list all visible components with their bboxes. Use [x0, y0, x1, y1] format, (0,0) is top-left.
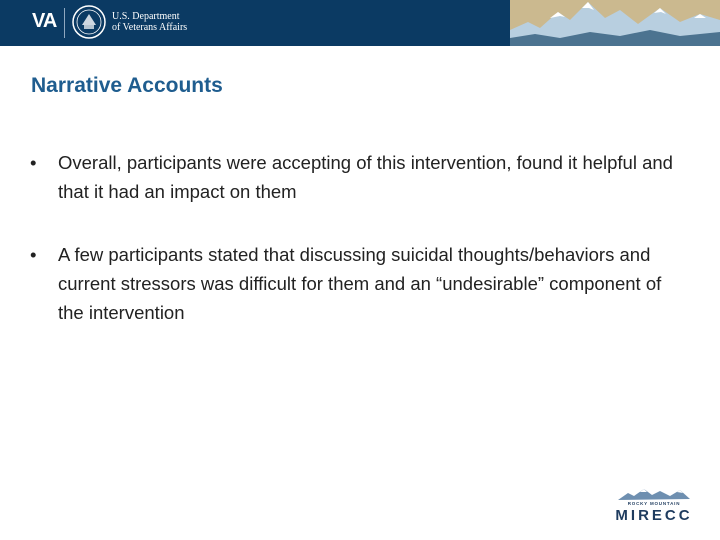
- bullet-item: [30, 148, 690, 206]
- mirecc-wordmark: MIRECC: [615, 507, 693, 524]
- header-divider: [64, 8, 65, 38]
- bullet-text: A few participants stated that discussing suicidal thoughts/behaviors and current stressors was difficult for them and an “undesirable” component of the intervention: [58, 244, 662, 323]
- slide-title: Narrative Accounts: [31, 74, 223, 97]
- mountain-banner-image: [510, 0, 720, 46]
- bullet-marker: •: [30, 244, 37, 265]
- bullet-item: [30, 240, 690, 327]
- bullet-list: [30, 148, 690, 361]
- header-banner: [0, 0, 720, 46]
- mirecc-subtitle: ROCKY MOUNTAIN: [627, 501, 681, 506]
- mirecc-logo: [614, 487, 694, 525]
- bullet-marker: •: [30, 152, 37, 173]
- department-name: [112, 11, 187, 33]
- department-line-2: of Veterans Affairs: [112, 22, 188, 33]
- va-logo: VA: [32, 10, 57, 32]
- mountain-logo-icon: [614, 487, 694, 501]
- bullet-text: Overall, participants were accepting of this intervention, found it helpful and that it had an impact on them: [58, 152, 673, 202]
- department-line-1: U.S. Department: [112, 11, 180, 22]
- va-seal-icon: [72, 5, 106, 39]
